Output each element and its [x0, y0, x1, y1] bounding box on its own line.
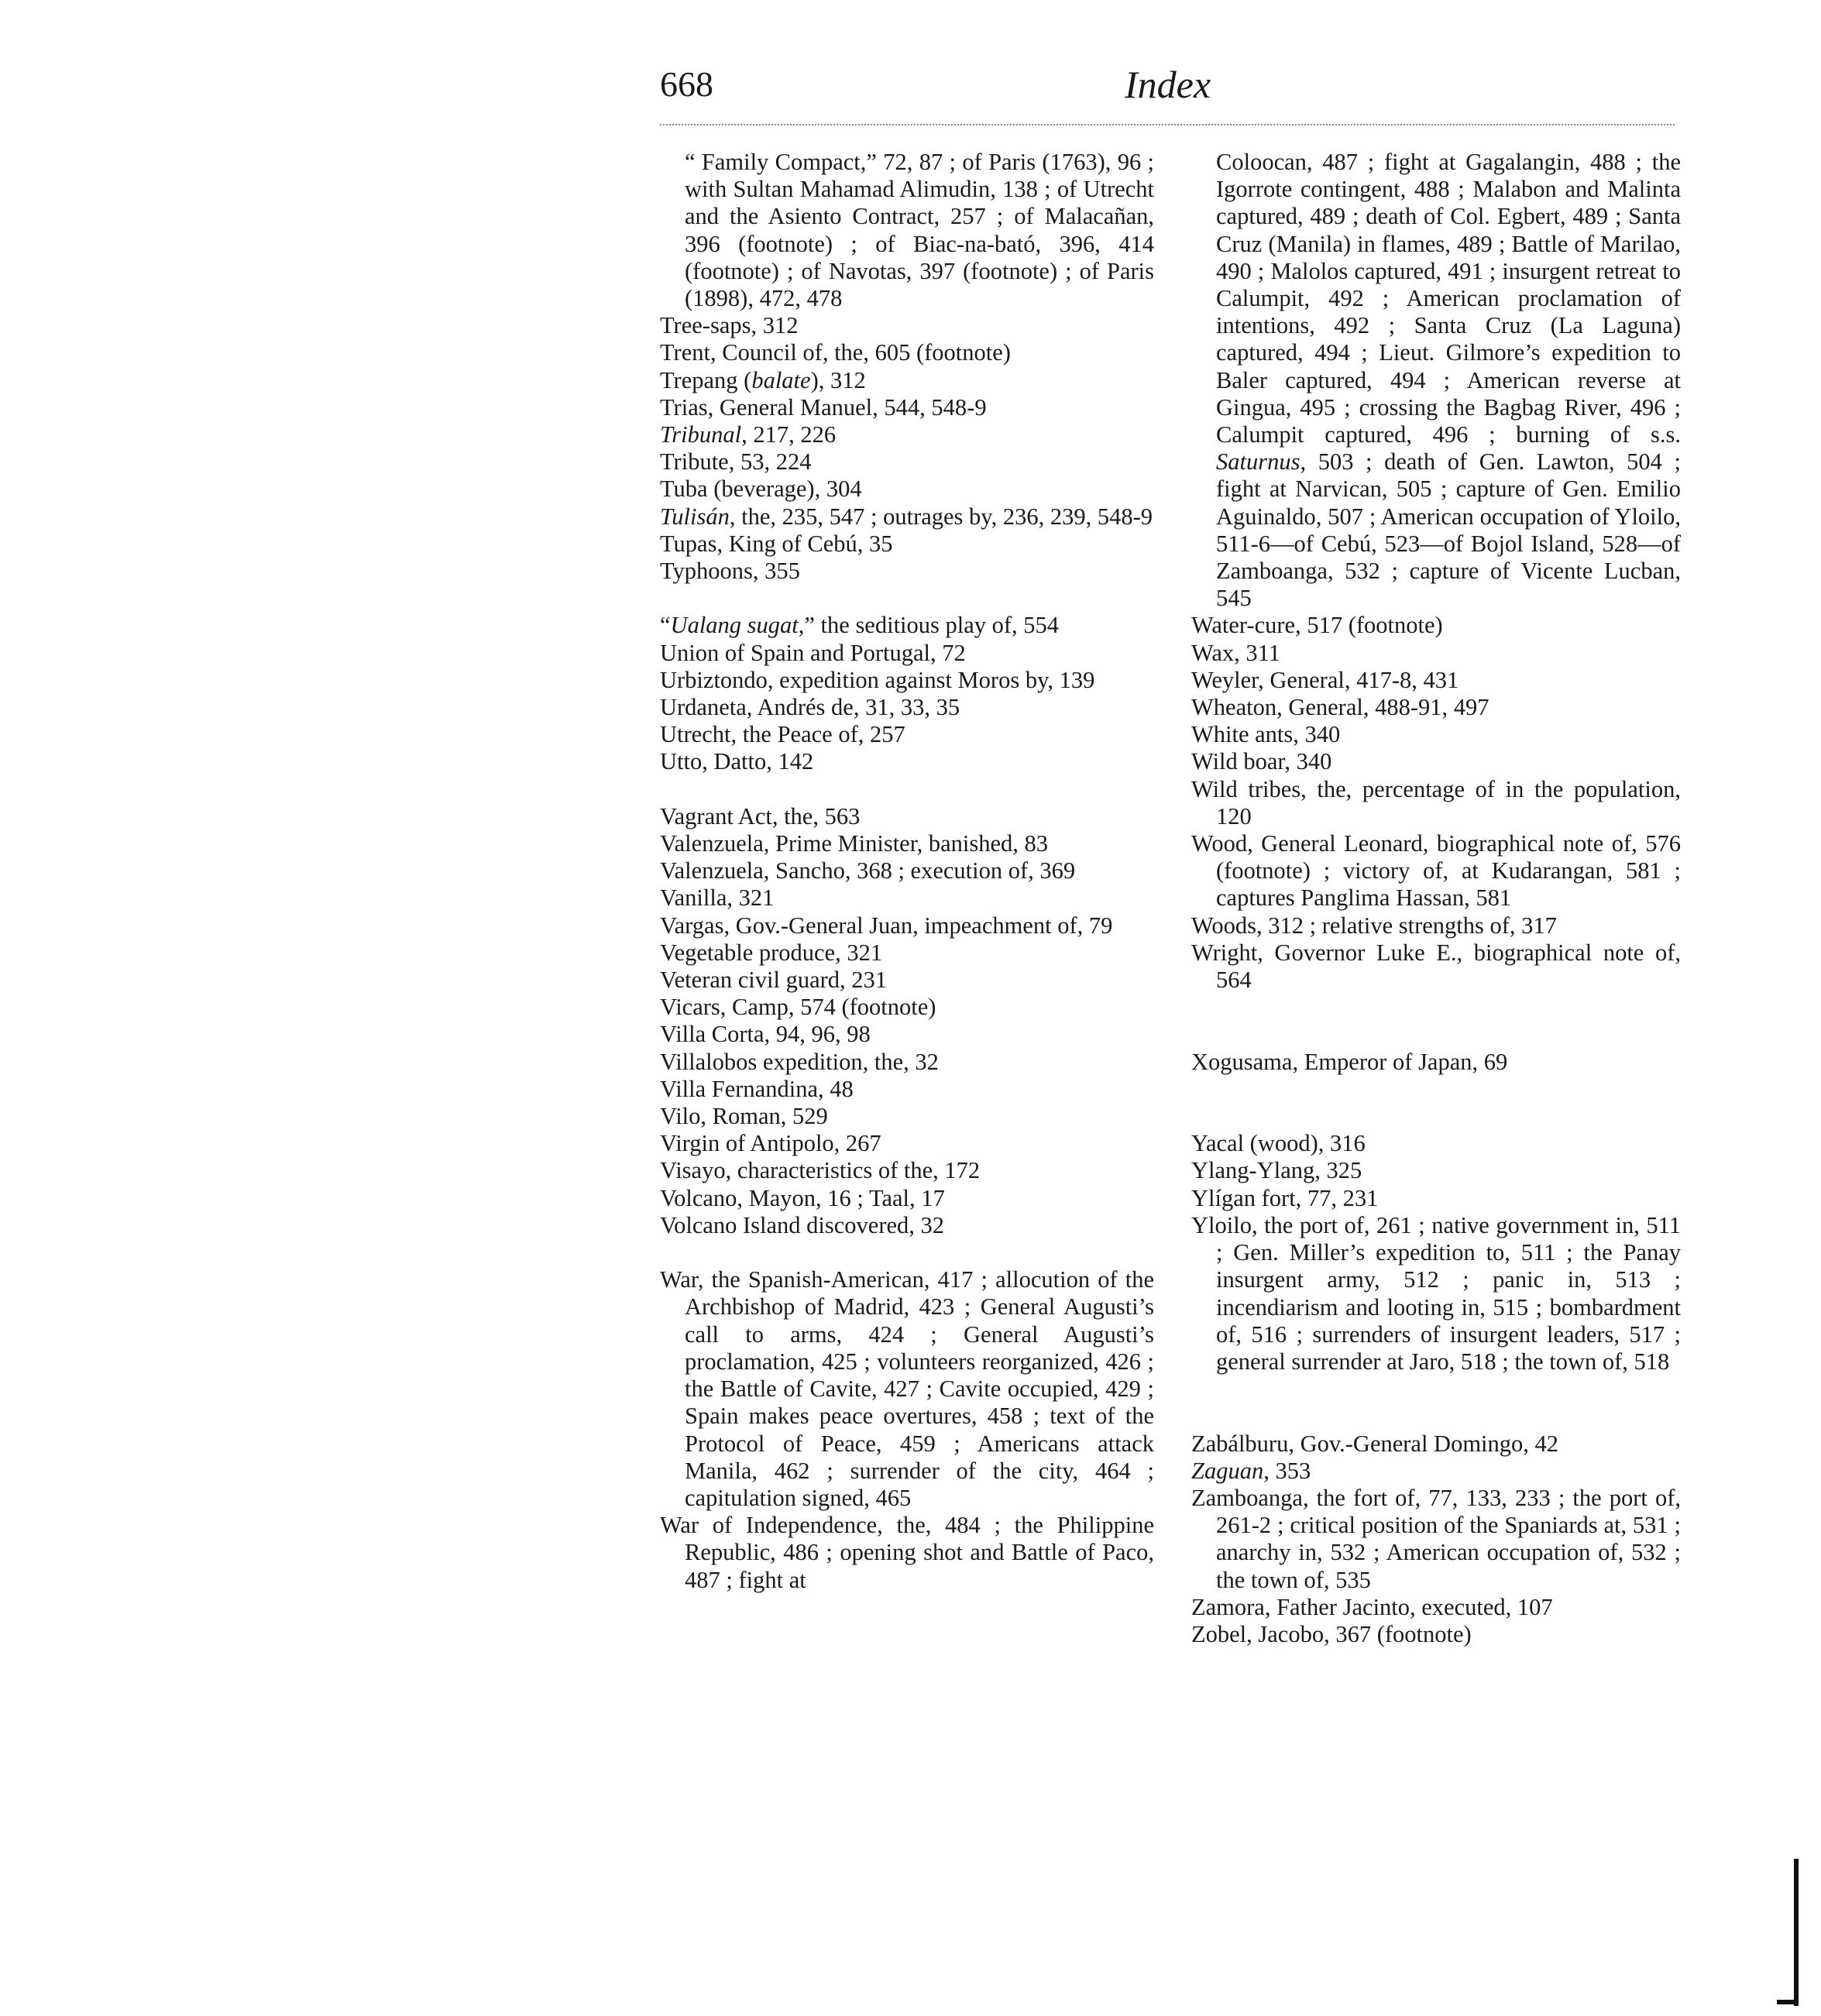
index-entry: [660, 1266, 1154, 1512]
index-entry-text: Trepang (: [660, 366, 752, 393]
index-entry-text: Ylang-Ylang, 325: [1191, 1157, 1362, 1184]
index-entry-text: Zobel, Jacobo, 367 (footnote): [1191, 1620, 1472, 1647]
index-entry: [660, 1157, 1154, 1184]
index-entry: [1191, 612, 1681, 639]
index-entry-text: Tribute, 53, 224: [660, 448, 812, 476]
index-entry-text: Coloocan, 487 ; fight at Gagalangin, 488 ; the Igorrote contingent, 488 ; Malabon and Malinta captured, 489 ; death of Col. Egbert, 489 ; Santa Cruz (Manila) in flames, 489 ; Battle of Marilao, 490 ; Malolos captured, 491 ; insurgent retreat to Calumpit, 492 ; American proclamation of intentions, 492 ; Santa Cruz (La Laguna) captured, 494 ; Lieut. Gilmore’s expedition to Baler captured, 494 ; American reverse at Gingua, 495 ; crossing the Bagbag River, 496 ; Calumpit captured, 496 ; burning of s.s.: [1216, 149, 1681, 448]
index-entry: [1191, 1485, 1681, 1594]
index-entry: [1191, 640, 1681, 667]
index-entry-text: Veteran civil guard, 231: [660, 967, 888, 994]
index-entry-text: War, the Spanish-American, 417 ; allocution of the Archbishop of Madrid, 423 ; General Augusti’s call to arms, 424 ; General Augusti’s proclamation, 425 ; volunteers reorganized, 426 ; the Battle of Cavite, 427 ; Cavite occupied, 429 ; Spain makes peace overtures, 458 ; text of the Protocol of Peace, 459 ; Americans attack Manila, 462 ; surrender of the city, 464 ; capitulation signed, 465: [660, 1266, 1154, 1511]
index-entry-italic-text: Ualang sugat: [670, 612, 799, 639]
index-entry: [660, 667, 1154, 694]
index-entry-text: Zabálburu, Gov.-General Domingo, 42: [1191, 1430, 1559, 1457]
running-head: Index: [1125, 63, 1211, 106]
index-column-left: [660, 149, 1154, 1594]
index-entry-text: Vegetable produce, 321: [660, 939, 883, 966]
index-entry-text: Wax, 311: [1191, 639, 1281, 666]
index-entry-text: Yloilo, the port of, 261 ; native government in, 511 ; Gen. Miller’s expedition to, 511 ; the Panay insurgent army, 512 ; panic in, 513 ; incendiarism and looting in, 515 ; bombardment of, 516 ; surrenders of insurgent leaders, 517 ; general surrender at Jaro, 518 ; the town of, 518: [1191, 1211, 1681, 1375]
index-entry: [1191, 694, 1681, 721]
index-entry-text: Wheaton, General, 488-91, 497: [1191, 694, 1489, 721]
index-entry: [660, 312, 1154, 339]
index-entry: [660, 694, 1154, 721]
index-entry-text: Villalobos expedition, the, 32: [660, 1048, 939, 1075]
index-entry: [1191, 721, 1681, 748]
index-entry-text: Wood, General Leonard, biographical note of, 576 (footnote) ; victory of, at Kudarangan, 581 ; captures Panglima Hassan, 581: [1191, 830, 1681, 912]
page-edge-mark: [1794, 1859, 1799, 2006]
index-entry-text: ,” the seditious play of, 554: [798, 612, 1060, 639]
index-entry-text: Utrecht, the Peace of, 257: [660, 721, 905, 748]
index-entry: [660, 421, 1154, 448]
index-entry-italic-text: Tribunal: [660, 421, 742, 448]
index-entry-italic-text: Zaguan: [1191, 1457, 1264, 1484]
index-entry-text: “: [660, 612, 671, 639]
index-entry-text: Vicars, Camp, 574 (footnote): [660, 994, 936, 1021]
page-number: 668: [660, 64, 713, 104]
index-entry: [1191, 912, 1681, 939]
section-gap: [660, 585, 1154, 612]
index-entry-text: Visayo, characteristics of the, 172: [660, 1157, 981, 1184]
index-entry-text: Vagrant Act, the, 563: [660, 802, 861, 829]
index-entry: [1191, 748, 1681, 775]
index-column-right: [1191, 149, 1681, 1648]
index-entry-text: Yacal (wood), 316: [1191, 1130, 1366, 1157]
index-entry: [660, 394, 1154, 421]
index-entry: [660, 803, 1154, 830]
index-entry: [660, 503, 1154, 531]
index-entry-text: Zamboanga, the fort of, 77, 133, 233 ; the port of, 261-2 ; critical position of the Spaniards at, 531 ; anarchy in, 532 ; American occupation of, 532 ; the town of, 535: [1191, 1484, 1681, 1593]
index-entry-text: Villa Fernandina, 48: [660, 1075, 854, 1102]
index-entry-text: Vanilla, 321: [660, 884, 775, 912]
index-entry: [660, 476, 1154, 503]
index-entry-italic-text: Tulisán: [660, 503, 730, 530]
index-entry-text: Tuba (beverage), 304: [660, 476, 862, 503]
index-entry-text: Volcano Island discovered, 32: [660, 1211, 945, 1238]
index-entry: [660, 1021, 1154, 1048]
index-entry: [660, 558, 1154, 585]
index-entry-text: Trent, Council of, the, 605 (footnote): [660, 339, 1011, 366]
index-entry-text: , 503 ; death of Gen. Lawton, 504 ; fight at Narvican, 505 ; capture of Gen. Emilio Aguinaldo, 507 ; American occupation of Yloilo, 511-6—of Cebú, 523—of Bojol Island, 528—of Zamboanga, 532 ; capture of Vicente Lucban, 545: [1216, 448, 1681, 612]
header-rule: [660, 124, 1675, 125]
section-gap: [1191, 994, 1681, 1048]
index-entry-text: Tree-saps, 312: [660, 312, 799, 339]
index-entry-text: War of Independence, the, 484 ; the Philippine Republic, 486 ; opening shot and Battle of Paco, 487 ; fight at: [660, 1512, 1154, 1593]
index-entry-text: Virgin of Antipolo, 267: [660, 1130, 881, 1157]
section-gap: [1191, 1375, 1681, 1430]
index-entry: [1191, 1458, 1681, 1485]
index-entry-text: “ Family Compact,” 72, 87 ; of Paris (1763), 96 ; with Sultan Mahamad Alimudin, 138 ; of Utrecht and the Asiento Contract, 257 ; of Malacañan, 396 (footnote) ; of Biac-na-bató, 396, 414 (footnote) ; of Navotas, 397 (footnote) ; of Paris (1898), 472, 478: [685, 149, 1154, 312]
index-entry-text: White ants, 340: [1191, 721, 1341, 748]
index-entry-text: Tupas, King of Cebú, 35: [660, 530, 893, 557]
index-entry-text: Wild boar, 340: [1191, 748, 1332, 775]
index-entry: [1191, 667, 1681, 694]
index-entry: [660, 448, 1154, 476]
index-entry-text: Urdaneta, Andrés de, 31, 33, 35: [660, 694, 960, 721]
index-entry: [1191, 939, 1681, 994]
index-entry: [1191, 1130, 1681, 1157]
index-entry: [1191, 1157, 1681, 1184]
index-entry: [660, 939, 1154, 967]
index-entry-text: Weyler, General, 417-8, 431: [1191, 666, 1459, 693]
index-entry: [660, 1076, 1154, 1103]
index-entry-text: Utto, Datto, 142: [660, 748, 814, 775]
index-entry: [660, 640, 1154, 667]
index-entry-text: , 217, 226: [741, 421, 837, 448]
index-entry-text: Typhoons, 355: [660, 558, 800, 585]
index-entry-text: Volcano, Mayon, 16 ; Taal, 17: [660, 1184, 945, 1211]
page-edge-mark-foot: [1777, 2000, 1799, 2004]
index-entry: [660, 1103, 1154, 1130]
index-entry: [1191, 1594, 1681, 1621]
index-entry: [660, 149, 1154, 312]
index-entry: [1191, 776, 1681, 830]
index-entry-text: Wright, Governor Luke E., biographical note of, 564: [1191, 939, 1681, 994]
index-entry: [660, 967, 1154, 994]
section-gap: [1191, 1076, 1681, 1130]
section-gap: [660, 1239, 1154, 1266]
index-entry-text: Zamora, Father Jacinto, executed, 107: [1191, 1593, 1553, 1620]
index-entry-text: Union of Spain and Portugal, 72: [660, 639, 966, 666]
index-entry-text: Vilo, Roman, 529: [660, 1103, 828, 1130]
index-entry: [660, 721, 1154, 748]
index-entry: [660, 1130, 1154, 1157]
index-entry-text: , 353: [1263, 1457, 1311, 1484]
index-entry: [660, 1049, 1154, 1076]
index-entry: [1191, 1049, 1681, 1076]
index-entry-italic-text: balate: [751, 366, 811, 393]
index-entry: [1191, 1621, 1681, 1648]
index-entry: [660, 612, 1154, 639]
index-entry-italic-text: Saturnus: [1216, 448, 1300, 476]
index-entry-text: Villa Corta, 94, 96, 98: [660, 1021, 871, 1048]
index-entry: [1191, 1185, 1681, 1212]
index-entry-text: Water-cure, 517 (footnote): [1191, 612, 1443, 639]
index-entry-text: Woods, 312 ; relative strengths of, 317: [1191, 912, 1557, 939]
index-entry: [660, 1185, 1154, 1212]
index-entry: [1191, 1430, 1681, 1458]
index-entry: [1191, 1212, 1681, 1375]
index-entry: [660, 994, 1154, 1021]
index-entry: [660, 339, 1154, 366]
index-entry: [660, 830, 1154, 857]
index-entry: [660, 1512, 1154, 1594]
index-entry-text: Valenzuela, Sancho, 368 ; execution of, 369: [660, 857, 1076, 884]
index-entry: [660, 912, 1154, 939]
index-entry-text: Xogusama, Emperor of Japan, 69: [1191, 1048, 1508, 1075]
index-entry: [1191, 149, 1681, 612]
index-entry: [660, 857, 1154, 884]
index-entry: [660, 884, 1154, 912]
index-entry-text: Ylígan fort, 77, 231: [1191, 1184, 1379, 1211]
index-entry: [660, 1212, 1154, 1239]
index-entry-text: Vargas, Gov.-General Juan, impeachment of, 79: [660, 912, 1113, 939]
index-entry-text: ), 312: [810, 366, 866, 393]
index-entry-text: Valenzuela, Prime Minister, banished, 83: [660, 830, 1049, 857]
index-entry: [660, 531, 1154, 558]
index-entry-text: Trias, General Manuel, 544, 548-9: [660, 393, 987, 421]
index-entry: [1191, 830, 1681, 912]
index-entry-text: Urbiztondo, expedition against Moros by, 139: [660, 666, 1095, 693]
index-entry-text: , the, 235, 547 ; outrages by, 236, 239, 548-9: [729, 503, 1153, 530]
index-entry: [660, 748, 1154, 775]
section-gap: [660, 776, 1154, 803]
index-entry: [660, 367, 1154, 394]
index-entry-text: Wild tribes, the, percentage of in the population, 120: [1191, 775, 1681, 829]
